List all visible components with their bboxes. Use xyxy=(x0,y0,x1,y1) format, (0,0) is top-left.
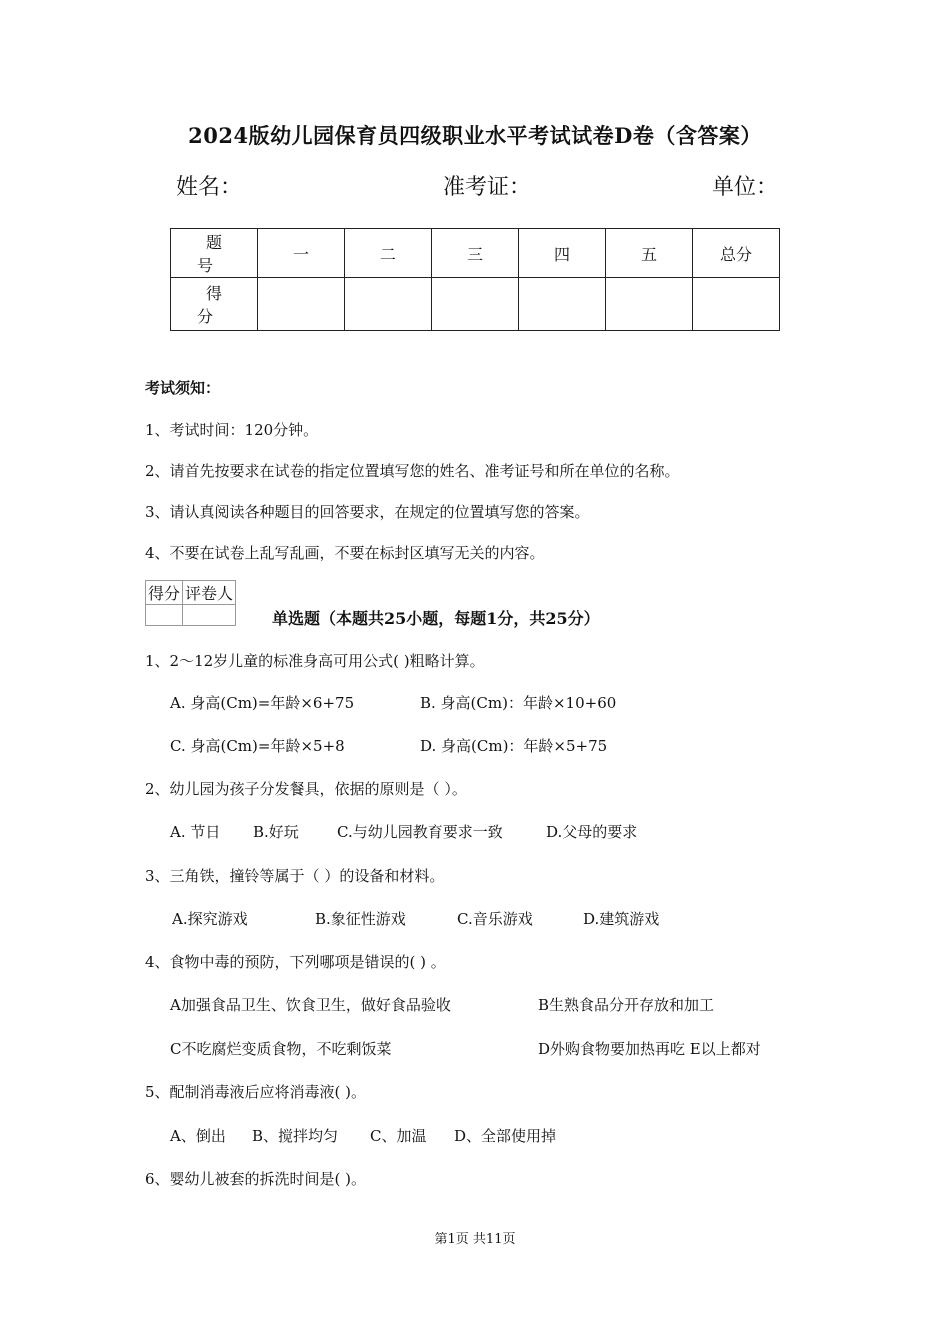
score-cell[interactable] xyxy=(345,278,432,331)
grader-table xyxy=(145,580,236,626)
question-option: A.探究游戏 xyxy=(172,910,248,928)
question-stem: 1、2～12岁儿童的标准身高可用公式( )粗略计算。 xyxy=(145,652,485,670)
question-option: B.好玩 xyxy=(253,823,299,841)
score-table-score-row xyxy=(171,278,780,331)
grader-name-label: 评卷人 xyxy=(183,581,236,605)
score-cell[interactable] xyxy=(606,278,693,331)
question-stem: 6、婴幼儿被套的拆洗时间是( )。 xyxy=(145,1170,367,1188)
question-option: A. 节日 xyxy=(170,823,221,841)
question-stem: 5、配制消毒液后应将消毒液( )。 xyxy=(145,1083,367,1101)
score-cell[interactable] xyxy=(432,278,519,331)
question-option: A、倒出 xyxy=(170,1127,226,1145)
grader-score-cell[interactable] xyxy=(146,605,183,626)
score-table-header-cell: 总分 xyxy=(693,229,780,278)
question-option: B、搅拌均匀 xyxy=(252,1127,339,1145)
score-cell[interactable] xyxy=(519,278,606,331)
grader-name-cell[interactable] xyxy=(183,605,236,626)
page-title: 2024版幼儿园保育员四级职业水平考试试卷D卷（含答案） xyxy=(188,123,762,148)
exam-id-label: 准考证： xyxy=(443,175,532,200)
notice-item: 4、不要在试卷上乱写乱画，不要在标封区填写无关的内容。 xyxy=(145,544,545,562)
score-table xyxy=(170,228,780,331)
question-option: C不吃腐烂变质食物，不吃剩饭菜 xyxy=(170,1040,392,1058)
name-label: 姓名： xyxy=(176,175,243,200)
question-option: A加强食品卫生、饮食卫生，做好食品验收 xyxy=(170,996,451,1014)
question-option: D.建筑游戏 xyxy=(583,910,660,928)
question-option: C.音乐游戏 xyxy=(457,910,533,928)
grader-score-label: 得分 xyxy=(146,581,183,605)
question-option: B生熟食品分开存放和加工 xyxy=(538,996,715,1014)
question-option: C. 身高(Cm)=年龄×5+8 xyxy=(170,737,345,755)
score-table-header-cell: 一 xyxy=(258,229,345,278)
score-table-header-cell: 题 号 xyxy=(171,229,258,278)
notice-item: 1、考试时间：120分钟。 xyxy=(145,421,319,439)
question-option: D.父母的要求 xyxy=(546,823,638,841)
unit-label: 单位： xyxy=(712,175,779,200)
score-cell[interactable] xyxy=(258,278,345,331)
question-option: A. 身高(Cm)=年龄×6+75 xyxy=(170,694,355,712)
question-option: D外购食物要加热再吃 E以上都对 xyxy=(538,1040,761,1058)
score-table-row-label: 得 分 xyxy=(171,278,258,331)
score-table-header-cell: 二 xyxy=(345,229,432,278)
question-option: D. 身高(Cm)：年龄×5+75 xyxy=(420,737,608,755)
question-option: B.象征性游戏 xyxy=(315,910,406,928)
question-option: B. 身高(Cm)：年龄×10+60 xyxy=(420,694,617,712)
score-table-header-cell: 五 xyxy=(606,229,693,278)
question-option: D、全部使用掉 xyxy=(454,1127,557,1145)
score-table-header-cell: 四 xyxy=(519,229,606,278)
page-footer: 第1页 共11页 xyxy=(434,1232,516,1247)
question-stem: 2、幼儿园为孩子分发餐具，依据的原则是（ ）。 xyxy=(145,780,467,798)
question-option: C.与幼儿园教育要求一致 xyxy=(337,823,503,841)
notice-item: 3、请认真阅读各种题目的回答要求，在规定的位置填写您的答案。 xyxy=(145,503,590,521)
score-table-header-cell: 三 xyxy=(432,229,519,278)
question-stem: 3、三角铁，撞铃等属于（ ）的设备和材料。 xyxy=(145,867,445,885)
section-title: 单选题（本题共25小题，每题1分，共25分） xyxy=(272,609,600,628)
question-option: C、加温 xyxy=(370,1127,427,1145)
score-cell[interactable] xyxy=(693,278,780,331)
score-table-header-row xyxy=(171,229,780,278)
notice-title: 考试须知： xyxy=(145,379,221,397)
question-stem: 4、食物中毒的预防，下列哪项是错误的( ) 。 xyxy=(145,953,446,971)
notice-item: 2、请首先按要求在试卷的指定位置填写您的姓名、准考证号和所在单位的名称。 xyxy=(145,462,680,480)
